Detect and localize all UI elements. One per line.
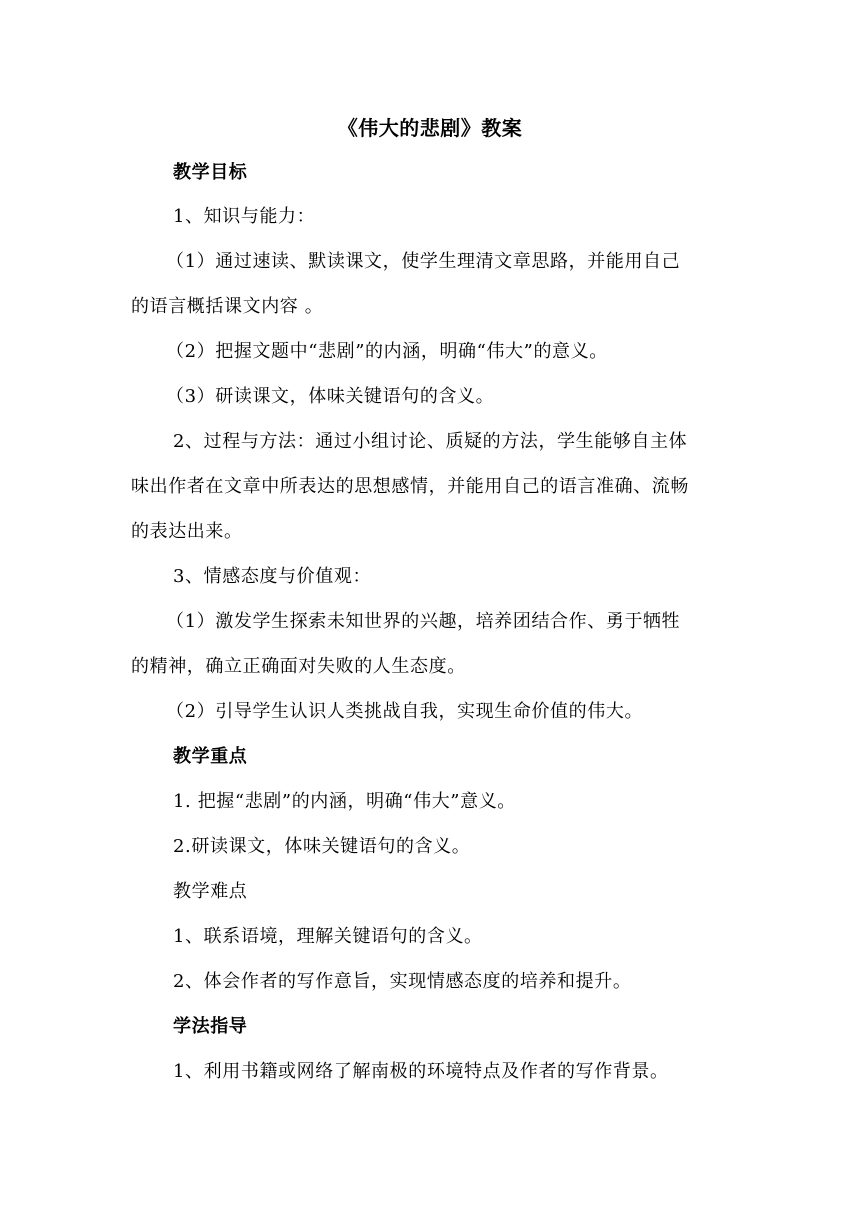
objective-process-line-1: 2、过程与方法：通过小组讨论、质疑的方法，学生能够自主体 [173,431,688,452]
document-title: 《伟大的悲剧》教案 [337,116,523,140]
difficulties-heading: 教学难点 [173,881,248,902]
objective-3-1-line-2: 的精神，确立正确面对失败的人生态度。 [131,656,466,677]
difficulty-2: 2、体会作者的写作意旨，实现情感态度的培养和提升。 [173,971,632,992]
difficulty-1: 1、联系语境，理解关键语句的含义。 [173,926,483,947]
method-guide-1: 1、利用书籍或网络了解南极的环境特点及作者的写作背景。 [173,1061,669,1082]
objective-knowledge-ability: 1、知识与能力： [173,206,316,227]
objectives-heading: 教学目标 [173,162,248,183]
objective-process-line-2: 味出作者在文章中所表达的思想感情，并能用自己的语言准确、流畅 [131,476,689,497]
objective-emotion-values: 3、情感态度与价值观： [173,566,372,587]
key-point-1: 1. 把握“悲剧”的内涵，明确“伟大”意义。 [173,791,516,812]
objective-process-line-3: 的表达出来。 [131,521,243,542]
key-point-2: 2.研读课文，体味关键语句的含义。 [173,836,471,857]
objective-1-1-line-1: （1）通过速读、默读课文，使学生理清文章思路，并能用自己 [166,251,681,272]
objective-3-2: （2）引导学生认识人类挑战自我，实现生命价值的伟大。 [166,701,644,722]
objective-1-3: （3）研读课文，体味关键语句的含义。 [166,386,495,407]
key-points-heading: 教学重点 [173,746,248,767]
objective-3-1-line-1: （1）激发学生探索未知世界的兴趣，培养团结合作、勇于牺牲 [166,611,681,632]
objective-1-2: （2）把握文题中“悲剧”的内涵，明确“伟大”的意义。 [166,341,608,362]
objective-1-1-line-2: 的语言概括课文内容 。 [131,296,324,317]
method-guide-heading: 学法指导 [173,1016,248,1037]
